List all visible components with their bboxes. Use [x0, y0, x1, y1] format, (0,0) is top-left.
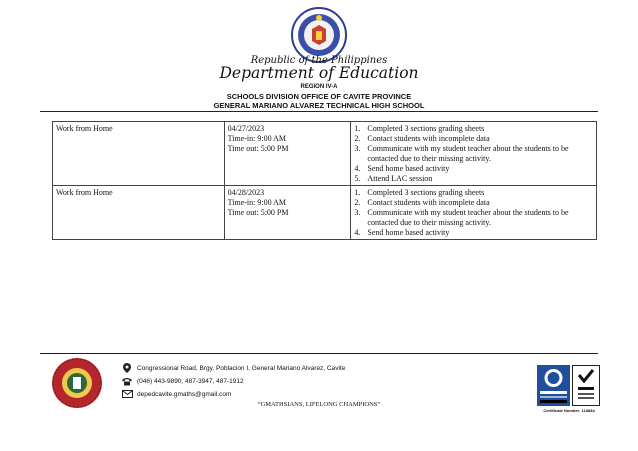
activities-cell: [351, 186, 597, 240]
department-heading: Department of Education: [219, 64, 419, 82]
school-heading: GENERAL MARIANO ALVAREZ TECHNICAL HIGH SCHOOL: [213, 101, 425, 110]
list-item: [354, 134, 593, 144]
activity-text: Completed 3 sections grading sheets: [367, 188, 485, 197]
date-time-cell: [224, 186, 351, 240]
telephone-icon: [121, 376, 133, 386]
address-line: [121, 363, 345, 373]
list-item: [354, 198, 593, 208]
list-item: [354, 174, 593, 184]
iso-certification-badge-icon: [537, 365, 570, 406]
date-time-cell: [224, 122, 351, 186]
school-motto: “GMATHSIANS, LIFELONG CHAMPIONS”: [257, 401, 381, 408]
ukas-certification-badge-icon: [572, 365, 600, 406]
header-divider: [40, 111, 598, 112]
list-item: [354, 228, 593, 238]
item-number: 2.: [354, 134, 361, 143]
list-item: [354, 144, 593, 164]
item-number: 1.: [354, 124, 361, 133]
republic-heading: Republic of the Philippines: [250, 55, 388, 66]
work-type-cell: Work from Home: [53, 122, 225, 186]
date-text: 04/27/2023: [227, 124, 265, 133]
item-number: 5.: [354, 174, 361, 183]
footer-divider: [40, 353, 598, 354]
time-out-text: Time out: 5:00 PM: [227, 208, 289, 217]
date-text: 04/28/2023: [227, 188, 265, 197]
certificate-number: Certificate Number: 118884: [543, 408, 595, 413]
item-number: 4.: [354, 228, 361, 237]
activity-text: Attend LAC session: [367, 174, 433, 183]
work-log-table: [52, 121, 597, 240]
time-in-text: Time-in: 9:00 AM: [227, 198, 287, 207]
list-item: [354, 208, 593, 228]
phone-text: (046) 443-9890, 487-3947, 487-1912: [137, 377, 244, 385]
email-line: [121, 389, 231, 399]
activity-text: Communicate with my student teacher about the students to be contacted due to their missing activity.: [367, 208, 569, 227]
list-item: [354, 124, 593, 134]
time-in-text: Time-in: 9:00 AM: [227, 134, 287, 143]
work-type-cell: Work from Home: [53, 186, 225, 240]
envelope-icon: [121, 389, 133, 399]
activity-text: Communicate with my student teacher about the students to be contacted due to their missing activity.: [367, 144, 569, 163]
activity-text: Contact students with incomplete data: [367, 134, 490, 143]
division-heading: SCHOOLS DIVISION OFFICE OF CAVITE PROVINCE: [226, 92, 412, 101]
activities-cell: [351, 122, 597, 186]
item-number: 3.: [354, 208, 361, 217]
location-pin-icon: [121, 363, 133, 373]
email-text: depedcavite.gmaths@gmail.com: [137, 390, 232, 398]
list-item: [354, 188, 593, 198]
activity-text: Completed 3 sections grading sheets: [367, 124, 485, 133]
address-text: Congressional Road, Brgy. Poblacion I, General Mariano Alvarez, Cavite: [137, 364, 346, 372]
table-row: [53, 122, 597, 186]
region-heading: REGION IV-A: [300, 84, 338, 90]
item-number: 4.: [354, 164, 361, 173]
item-number: 1.: [354, 188, 361, 197]
phone-line: [121, 376, 244, 386]
item-number: 2.: [354, 198, 361, 207]
activity-text: Contact students with incomplete data: [367, 198, 490, 207]
table-row: [53, 186, 597, 240]
item-number: 3.: [354, 144, 361, 153]
time-out-text: Time out: 5:00 PM: [227, 144, 289, 153]
activity-text: Send home based activity: [367, 228, 450, 237]
activity-text: Send home based activity: [367, 164, 450, 173]
list-item: [354, 164, 593, 174]
